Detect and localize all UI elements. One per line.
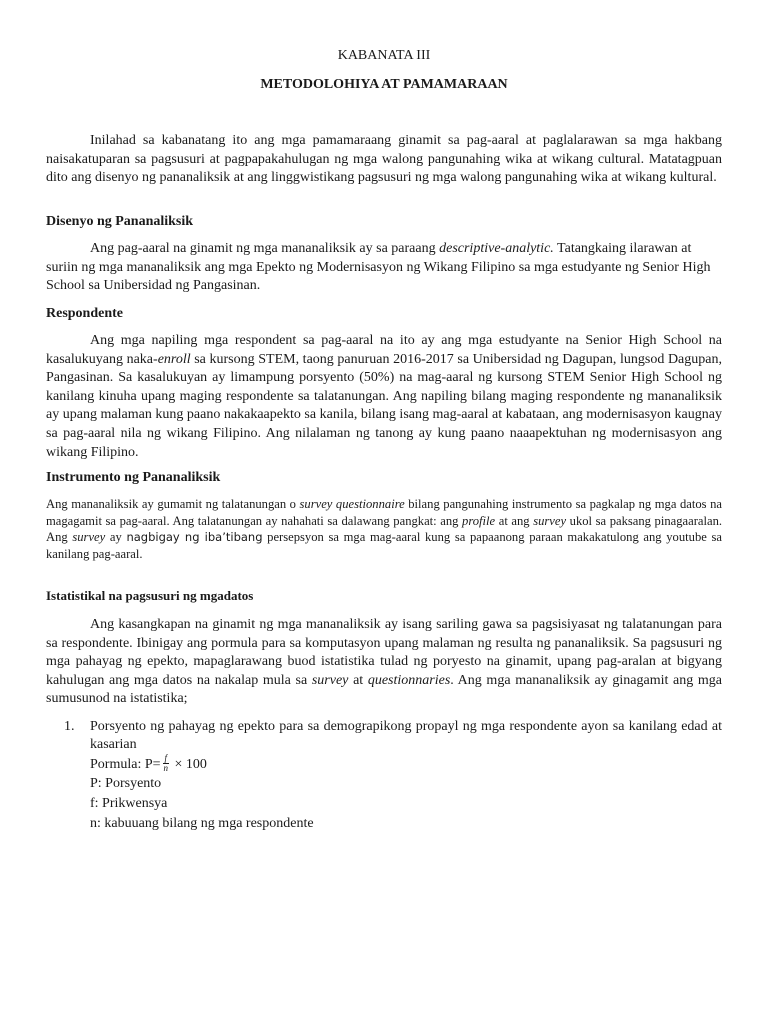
disenyo-paragraph: Ang pag-aaral na ginamit ng mga mananaliksik ay sa paraang descriptive-analytic. Tatangkaing ilarawan at suriin ng mga mananaliksik ang mga Epekto ng Modernisasyon ng Wikang Filipino sa mga estudyante ng Senior High School sa Unibersidad ng Pangasinan.	[46, 241, 711, 294]
definition-p: P: Porsyento	[90, 776, 162, 792]
list-item-number: 1.	[64, 719, 75, 734]
definition-n: n: kabuuang bilang ng mga respondente	[90, 815, 314, 831]
istatistikal-emphasis-questionnaries: questionnaries	[367, 672, 451, 688]
respondente-emphasis: enroll	[157, 351, 191, 367]
instrumento-sans-run: nagbigay ng iba’tibang	[126, 530, 263, 544]
respondente-heading: Respondente	[46, 306, 124, 321]
intro-paragraph: Inilahad sa kabanatang ito ang mga pamamaraang ginamit sa pag-aaral at paglalarawan sa mga hakbang naisakatuparan sa pagsusuri at pagpapakahulugan ng mga walong pangunahing wika at wikang cultural. Matatagpuan dito ang disenyo ng pananaliksik at ang linggwistikang pagsusuri ng mga walong pangunahing wika at wikang kultural.	[46, 133, 722, 186]
instrumento-emphasis-profile: profile	[462, 513, 496, 528]
list-item	[64, 718, 722, 833]
instrumento-paragraph: Ang mananaliksik ay gumamit ng talatanungan o survey questionnaire bilang pangunahing instrumento sa pagkalap ng mga datos na magagamit sa pag-aaral. Ang talatanungan ay nahahati sa dalawang pangkat: ang profile at ang survey ukol sa paksang pinagaaralan. Ang survey ay nagbigay ng iba’tibang persepsyon sa mga mag-aaral kung sa papaanong paraan makakatulong ang youtube sa kanilang pag-aaral.	[46, 497, 723, 561]
istatistikal-emphasis-survey: survey	[311, 672, 349, 688]
disenyo-heading: Disenyo ng Pananaliksik	[46, 214, 194, 229]
formula-fraction: $\frac{f}{n}$	[163, 753, 169, 774]
chapter-main-title: METODOLOHIYA AT PAMAMARAAN	[260, 77, 508, 92]
instrumento-emphasis-survey-2: survey	[72, 530, 106, 544]
formula: Pormula: P= $\frac{f}{n}$ × 100	[90, 753, 207, 774]
definition-f: f: Prikwensya	[90, 796, 168, 811]
list-item-text: Porsyento ng pahayag ng epekto para sa demograpikong propayl ng mga respondente ayon sa kanilang edad at kasarian	[90, 719, 722, 753]
istatistikal-paragraph: Ang kasangkapan na ginamit ng mga mananaliksik ay isang sariling gawa sa pagsisiyasat ng talatanungan para sa respondente. Ibinigay ang pormula para sa komputasyon upang malaman ng resulta ng pananaliksik. Sa pagsusuri ng mga pahayag ng epekto, mapaglarawang buod istatistika tulad ng poryesto na ginamit, upang pag-aralan at bigyang kahulugan ang mga datos na nakalap mula sa survey at questionnaries. Ang mga mananaliksik ay ginagamit ang mga sumusunod na istatistika;	[46, 617, 722, 707]
chapter-number-title: KABANATA III	[337, 48, 431, 63]
instrumento-emphasis-survey: survey	[533, 513, 567, 528]
respondente-paragraph: Ang mga napiling mga respondent sa pag-aaral na ito ay ang mga estudyante na Senior High School na kasalukuyang naka-enroll sa kursong STEM, taong panuruan 2016-2017 sa Unibersidad ng Dagupan, lungsod Dagupan, Pangasinan. Sa kasalukuyan ay limampung porsyento (50%) na mag-aaral ng kursong STEM Senior High School ng kanilang kinuha upang maging respondente sa talatanungan. Ang napiling bilang maging respondente ng mananaliksik ay upang malaman kung paano nakakaapekto sa kanila, bilang isang mag-aaral at kabataan, ang modernisasyon kaugnay sa pag-aaral nila ng wikang Filipino. Ang nilalaman ng tanong ay kung paano naaapektuhan ng modernisasyon ang wikang Filipino.	[46, 333, 722, 460]
instrumento-heading: Instrumento ng Pananaliksik	[46, 470, 221, 485]
disenyo-emphasis: descriptive-analytic.	[439, 241, 554, 256]
istatistikal-heading: Istatistikal na pagsusuri ng mgadatos	[46, 588, 254, 603]
instrumento-emphasis-questionnaire: survey questionnaire	[299, 497, 405, 511]
